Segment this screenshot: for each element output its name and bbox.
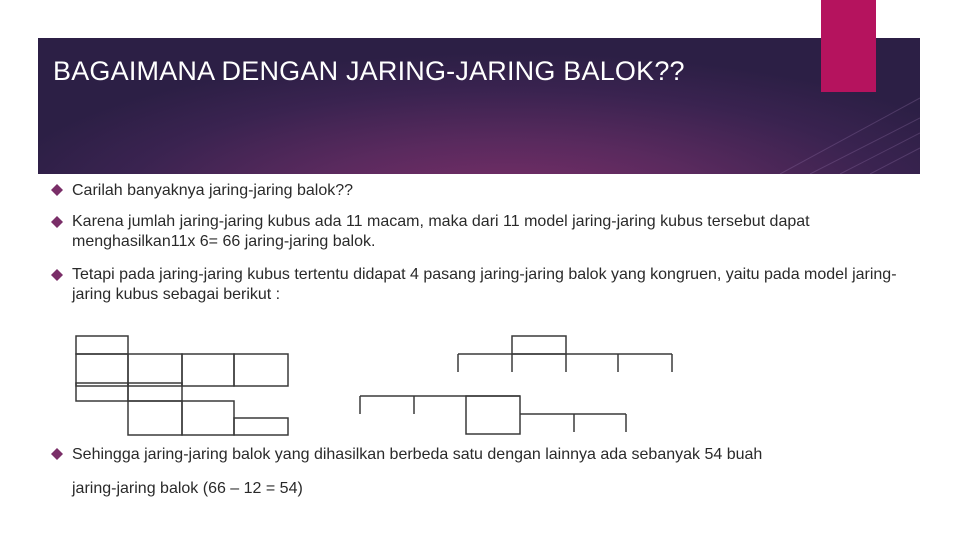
bullet-2: Karena jumlah jaring-jaring kubus ada 11 macam, maka dari 11 model jaring-jaring kubus tersebut dapat menghasilkan11x 6= 66 jaring-jaring balok.	[72, 213, 810, 250]
diamond-bullet-icon	[51, 448, 63, 460]
cube-net-2	[76, 383, 288, 435]
cube-net-1	[76, 336, 288, 386]
cube-net-4	[360, 396, 626, 434]
bullet-4-continuation: jaring-jaring balok (66 – 12 = 54)	[72, 480, 303, 497]
bullet-4: Sehingga jaring-jaring balok yang dihasilkan berbeda satu dengan lainnya ada sebanyak 54 buah	[72, 446, 763, 463]
cube-net-3	[458, 336, 672, 372]
slide-title: BAGAIMANA DENGAN JARING-JARING BALOK??	[53, 56, 685, 86]
bullet-3: Tetapi pada jaring-jaring kubus tertentu didapat 4 pasang jaring-jaring balok yang kongruen, yaitu pada model jaring- jaring kubus sebagai berikut :	[72, 266, 897, 303]
bullet-1: Carilah banyaknya jaring-jaring balok??	[72, 182, 354, 199]
